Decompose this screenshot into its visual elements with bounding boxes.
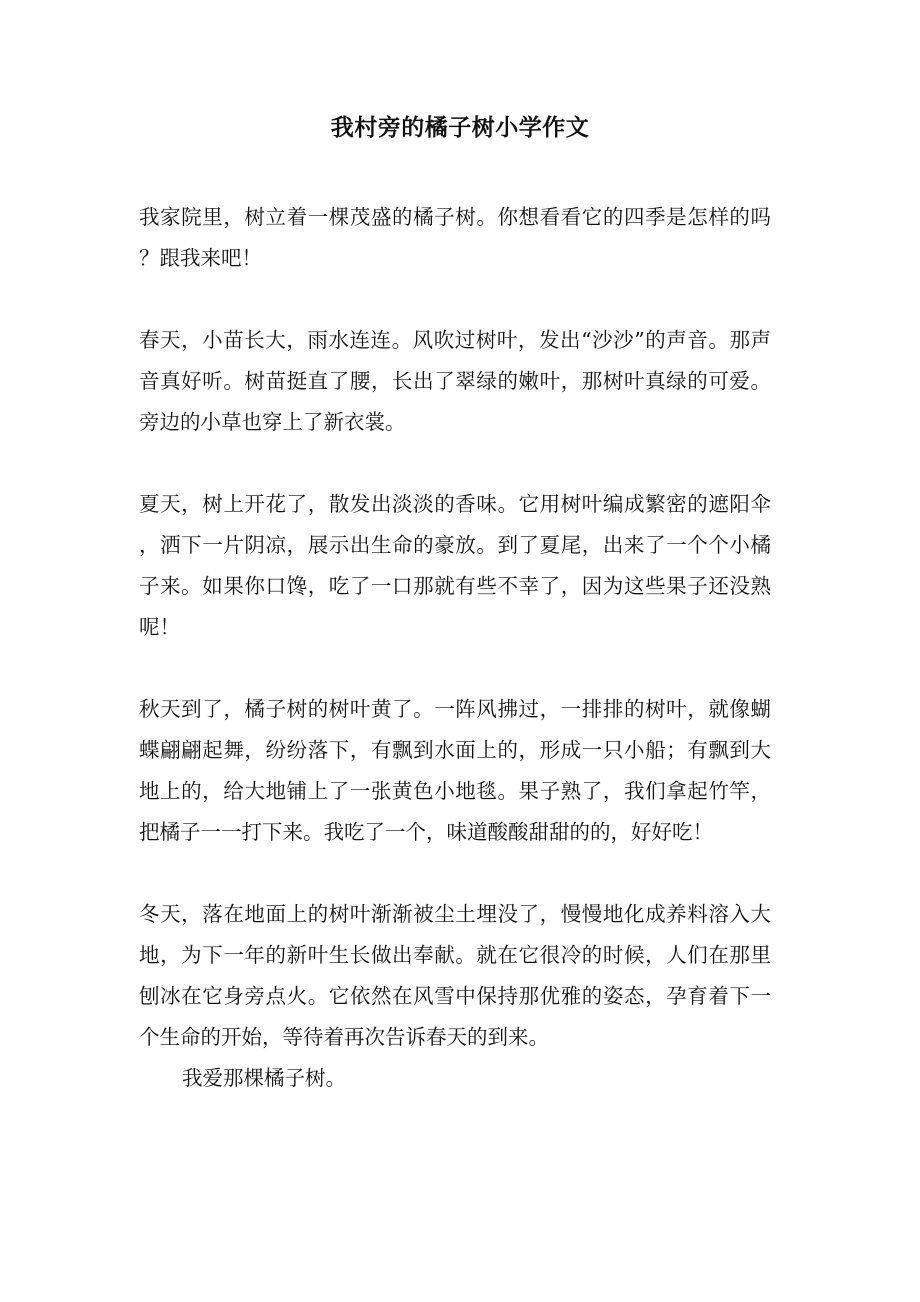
document-body [139, 197, 771, 1099]
paragraph-summer: 夏天，树上开花了，散发出淡淡的香味。它用树叶编成繁密的遮阳伞，洒下一片阴凉，展示出生命的豪放。到了夏尾，出来了一个个小橘子来。如果你口馋，吃了一口那就有些不幸了，因为这些果子还没熟呢！ [139, 492, 771, 639]
paragraph-closing: 我爱那棵橘子树。 [182, 1066, 347, 1090]
paragraph-intro: 我家院里，树立着一棵茂盛的橘子树。你想看看它的四季是怎样的吗？跟我来吧！ [139, 205, 771, 270]
document-title: 我村旁的橘子树小学作文 [330, 114, 590, 141]
paragraph-winter: 冬天，落在地面上的树叶渐渐被尘土埋没了，慢慢地化成养料溶入大地，为下一年的新叶生长做出奉献。就在它很冷的时候，人们在那里刨冰在它身旁点火。它依然在风雪中保持那优雅的姿态，孕育着下一个生命的开始，等待着再次告诉春天的到来。 [139, 902, 771, 1049]
paragraph-spring: 春天，小苗长大，雨水连连。风吹过树叶，发出“沙沙”的声音。那声音真好听。树苗挺直了腰，长出了翠绿的嫩叶，那树叶真绿的可爱。旁边的小草也穿上了新衣裳。 [139, 328, 771, 434]
paragraph-autumn: 秋天到了，橘子树的树叶黄了。一阵风拂过，一排排的树叶，就像蝴蝶翩翩起舞，纷纷落下，有飘到水面上的，形成一只小船；有飘到大地上的，给大地铺上了一张黄色小地毯。果子熟了，我们拿起竹竿，把橘子一一打下来。我吃了一个，味道酸酸甜甜的的，好好吃！ [139, 697, 771, 844]
